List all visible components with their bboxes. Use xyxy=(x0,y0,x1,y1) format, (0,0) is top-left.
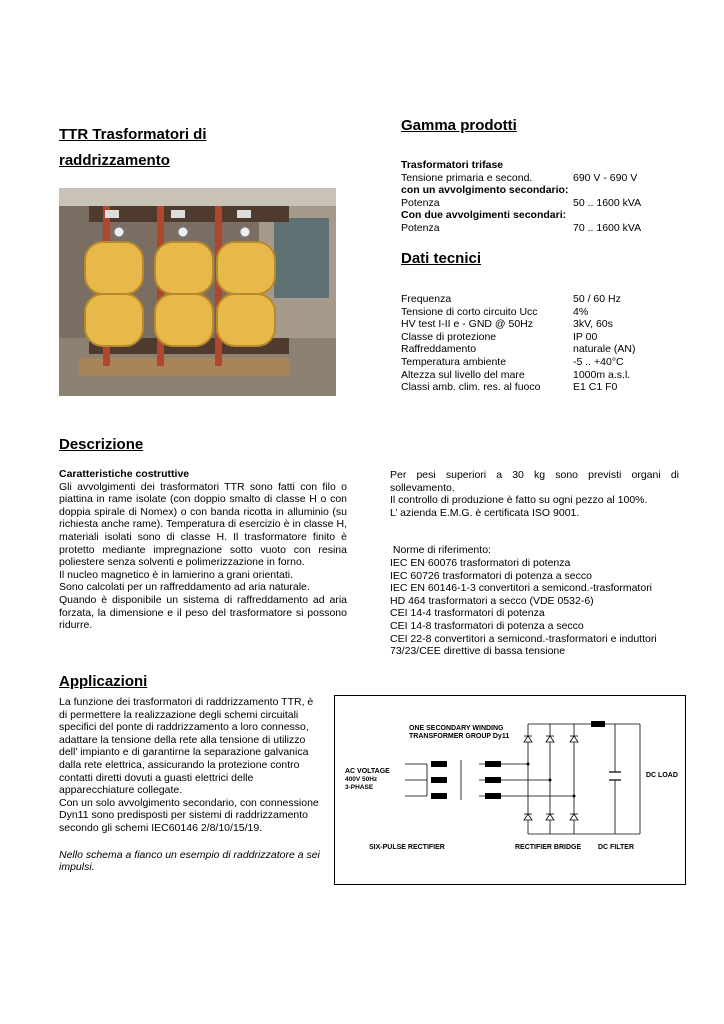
descrizione-r1: Per pesi superiori a 30 kg sono previsti organi di sollevamento. xyxy=(390,469,679,494)
dati-label: Classi amb. clim. res. al fuoco xyxy=(401,381,541,394)
dati-label: HV test I-II e - GND @ 50Hz xyxy=(401,318,534,331)
gamma-label: Potenza xyxy=(401,221,440,234)
gamma-label: con un avvolgimento secondario: xyxy=(401,184,569,197)
schematic-label-bridge: RECTIFIER BRIDGE xyxy=(515,844,582,851)
dati-value: 3kV, 60s xyxy=(573,318,613,331)
norme-item: IEC EN 60076 trasformatori di potenza xyxy=(390,556,571,569)
norme-title: Norme di riferimento: xyxy=(390,544,491,557)
gamma-label: Tensione primaria e second. xyxy=(401,171,533,184)
norme-item: 73/23/CEE direttive di bassa tensione xyxy=(390,645,566,658)
gamma-label: Trasformatori trifase xyxy=(401,159,504,171)
dati-row xyxy=(401,381,681,394)
dati-label: Raffreddamento xyxy=(401,343,477,356)
page-title: TTR Trasformatori di raddrizzamento xyxy=(59,126,207,169)
dati-row xyxy=(401,306,681,319)
norme-item: CEI 14-4 trasformatori di potenza xyxy=(390,607,545,620)
dati-value: 50 / 60 Hz xyxy=(573,293,621,305)
schematic-ac-3: 3-PHASE xyxy=(345,784,374,791)
applicazioni-p2: Con un solo avvolgimento secondario, con connessione Dyn11 sono predisposti per sistemi di raddrizzamento secondo gli schemi IEC60146 2/8/10/15/19. xyxy=(59,796,319,834)
gamma-heading: Gamma prodotti xyxy=(401,117,517,134)
applicazioni-p1: La funzione dei trasformatori di raddrizzamento TTR, è di permettere la realizzazione degli schemi circuitali specifici del ponte di raddrizzamento a loro connesso, adattare la tensione della rete alla tensione di utilizzo dell’ impianto e di garantirne la separazione galvanica dalla rete elettrica, assicurando la protezione contro contatti diretti dovuti a guasti elettrici delle apparecchiature collegate. xyxy=(59,696,314,797)
descrizione-right xyxy=(390,469,679,658)
transformer-photo xyxy=(59,188,336,396)
gamma-value: 50 .. 1600 kVA xyxy=(573,196,642,209)
dati-value: naturale (AN) xyxy=(573,343,636,356)
dati-row xyxy=(401,356,681,369)
descrizione-p4: Quando è disponibile un sistema di raffreddamento ad aria forzata, la dimensione e il peso del trasformatore si possono ridurre. xyxy=(59,593,347,632)
descrizione-r3: L’ azienda E.M.G. è certificata ISO 9001. xyxy=(390,506,580,519)
norme-item: IEC 60726 trasformatori di potenza a secco xyxy=(390,569,592,582)
dati-label: Altezza sul livello del mare xyxy=(401,368,525,381)
schematic-title-1: ONE SECONDARY WINDING xyxy=(409,725,504,732)
gamma-label: Potenza xyxy=(401,196,440,209)
dati-row xyxy=(401,331,681,344)
dati-label: Tensione di corto circuito Ucc xyxy=(401,305,538,318)
dati-row xyxy=(401,369,681,382)
gamma-label: Con due avvolgimenti secondari: xyxy=(401,209,567,222)
gamma-row xyxy=(401,197,681,210)
applicazioni-text xyxy=(59,696,321,874)
applicazioni-heading: Applicazioni xyxy=(59,673,148,690)
dati-value: 1000m a.s.l. xyxy=(573,368,631,381)
dati-heading: Dati tecnici xyxy=(401,250,482,267)
descrizione-p2: Il nucleo magnetico è in lamierino a grani orientati. xyxy=(59,568,294,581)
descrizione-left xyxy=(59,468,347,632)
gamma-row xyxy=(401,159,681,172)
descrizione-p1: Gli avvolgimenti dei trasformatori TTR sono fatti con filo o piattina in rame isolate (con doppio smalto di classe H o con doppia spirale di Nomex) o con banda ricotta in alluminio (su richiesta anche rame). Temperatura di esercizio è in classe H, materiali isolati sono di classe H. Il trasformatore finito è protetto mediante impregnazione sotto vuoto con resina poliestere senza solventi e polimerizzazione in forno. xyxy=(59,480,347,569)
transformer-image xyxy=(59,188,336,396)
dati-table xyxy=(401,293,681,394)
dati-row xyxy=(401,343,681,356)
norme-item: IEC EN 60146-1-3 convertitori a semicond.-trasformatori xyxy=(390,582,653,595)
norme-item: HD 464 trasformatori a secco (VDE 0532-6) xyxy=(390,594,594,607)
gamma-row xyxy=(401,209,681,222)
schematic-label-six-pulse: SIX-PULSE RECTIFIER xyxy=(369,844,445,851)
applicazioni-p3: Nello schema a fianco un esempio di raddrizzatore a sei impulsi. xyxy=(59,848,320,874)
descrizione-subtitle: Caratteristiche costruttive xyxy=(59,468,190,480)
schematic-label-filter: DC FILTER xyxy=(598,844,635,851)
descrizione-heading: Descrizione xyxy=(59,436,144,453)
schematic-title-2: TRANSFORMER GROUP Dy11 xyxy=(409,733,510,740)
schematic-dc-load: DC LOAD xyxy=(646,772,678,779)
gamma-value: 690 V - 690 V xyxy=(573,171,638,184)
dati-label: Temperatura ambiente xyxy=(401,355,507,368)
schematic-ac-1: AC VOLTAGE xyxy=(345,768,390,775)
norme-list xyxy=(390,557,679,658)
dati-row xyxy=(401,318,681,331)
rectifier-schematic xyxy=(334,695,686,885)
schematic-drawing xyxy=(335,696,685,884)
dati-value: -5 .. +40°C xyxy=(573,355,624,368)
norme-item: CEI 22-8 convertitori a semicond.-trasformatori e induttori xyxy=(390,632,657,645)
descrizione-p3: Sono calcolati per un raffreddamento ad aria naturale. xyxy=(59,581,310,594)
dati-label: Frequenza xyxy=(401,293,452,305)
gamma-row xyxy=(401,184,681,197)
descrizione-r2: Il controllo di produzione è fatto su ogni pezzo al 100%. xyxy=(390,494,648,507)
gamma-row xyxy=(401,172,681,185)
norme-item: CEI 14-8 trasformatori di potenza a secco xyxy=(390,619,584,632)
dati-value: E1 C1 F0 xyxy=(573,381,618,394)
dati-value: IP 00 xyxy=(573,330,598,343)
schematic-ac-2: 400V 50Hz xyxy=(345,776,378,783)
gamma-value: 70 .. 1600 kVA xyxy=(573,221,642,234)
gamma-row xyxy=(401,222,681,235)
gamma-table xyxy=(401,159,681,235)
dati-row xyxy=(401,293,681,306)
dati-value: 4% xyxy=(573,305,589,318)
dati-label: Classe di protezione xyxy=(401,330,497,343)
